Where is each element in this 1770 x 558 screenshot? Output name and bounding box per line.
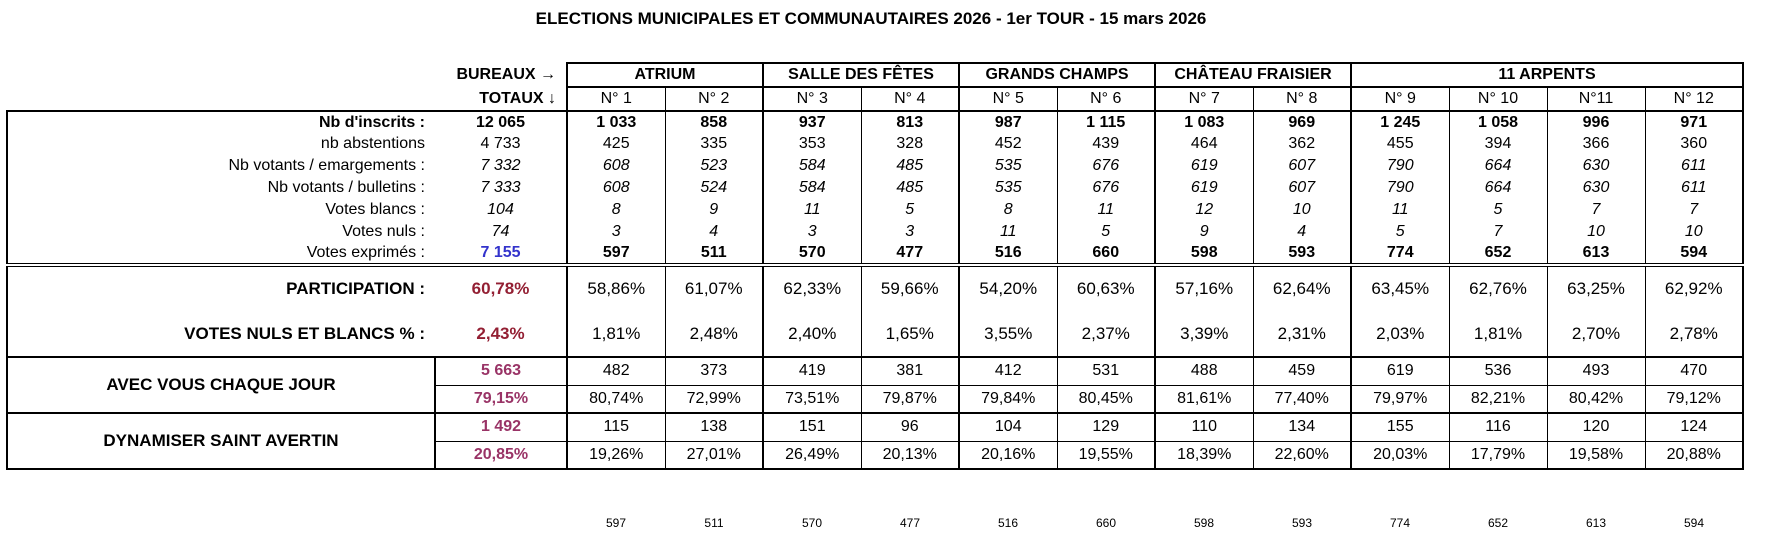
bureau-number-header: N° 4	[861, 87, 959, 111]
data-cell: 774	[1351, 243, 1449, 265]
data-cell: 664	[1449, 155, 1547, 177]
data-cell: 597	[567, 243, 665, 265]
bureaux-header-row	[7, 63, 1743, 87]
data-cell: 11	[1351, 199, 1449, 221]
data-cell: 3	[567, 221, 665, 243]
data-cell: 584	[763, 155, 861, 177]
data-cell: 360	[1645, 133, 1743, 155]
data-cell: 455	[1351, 133, 1449, 155]
data-cell: 11	[959, 221, 1057, 243]
stat-total: 60,78%	[471, 279, 530, 298]
data-row	[7, 111, 1743, 133]
stat-cell: 58,86%	[567, 265, 665, 311]
data-cell: 619	[1155, 155, 1253, 177]
row-total: 104	[487, 201, 514, 218]
data-row	[7, 155, 1743, 177]
stat-cell: 2,48%	[665, 311, 763, 357]
stat-row	[7, 311, 1743, 357]
candidate-votes-cell: 373	[665, 357, 763, 385]
candidate-pct-cell: 20,03%	[1351, 441, 1449, 469]
bureau-number-header: N° 12	[1645, 87, 1743, 111]
stat-cell: 60,63%	[1057, 265, 1155, 311]
data-cell: 676	[1057, 155, 1155, 177]
data-cell: 593	[1253, 243, 1351, 265]
stat-cell: 62,92%	[1645, 265, 1743, 311]
data-cell: 1 115	[1057, 111, 1155, 133]
candidate-pct-cell: 20,88%	[1645, 441, 1743, 469]
bureau-number-header: N° 5	[959, 87, 1057, 111]
data-cell: 485	[861, 155, 959, 177]
row-total: 74	[491, 223, 510, 240]
data-row	[7, 177, 1743, 199]
data-cell: 362	[1253, 133, 1351, 155]
row-label: Votes blancs :	[7, 199, 435, 221]
data-cell: 790	[1351, 177, 1449, 199]
data-cell: 394	[1449, 133, 1547, 155]
candidate-votes-cell: 115	[567, 413, 665, 441]
candidate-pct-cell: 19,58%	[1547, 441, 1645, 469]
candidate-votes-total: 1 492	[435, 413, 567, 441]
candidate-votes-cell: 482	[567, 357, 665, 385]
candidate-votes-row	[7, 357, 1743, 385]
data-cell: 8	[959, 199, 1057, 221]
candidate-votes-cell: 104	[959, 413, 1057, 441]
data-row	[7, 133, 1743, 155]
bureau-number-header: N° 3	[763, 87, 861, 111]
data-cell: 5	[1057, 221, 1155, 243]
data-cell: 439	[1057, 133, 1155, 155]
data-cell: 608	[567, 177, 665, 199]
stat-cell: 2,78%	[1645, 311, 1743, 357]
data-cell: 3	[861, 221, 959, 243]
candidate-pct-cell: 19,55%	[1057, 441, 1155, 469]
data-cell: 477	[861, 243, 959, 265]
data-cell: 611	[1645, 155, 1743, 177]
row-label: Nb d'inscrits :	[7, 111, 435, 133]
data-cell: 335	[665, 133, 763, 155]
data-cell: 7	[1645, 199, 1743, 221]
data-cell: 813	[861, 111, 959, 133]
data-cell: 790	[1351, 155, 1449, 177]
data-cell: 8	[567, 199, 665, 221]
data-cell: 676	[1057, 177, 1155, 199]
data-cell: 485	[861, 177, 959, 199]
data-cell: 598	[1155, 243, 1253, 265]
data-cell: 607	[1253, 155, 1351, 177]
row-total: 7 155	[435, 243, 567, 265]
bureau-number-header: N°11	[1547, 87, 1645, 111]
data-row	[7, 221, 1743, 243]
data-cell: 5	[861, 199, 959, 221]
results-table	[6, 62, 1744, 531]
data-cell: 524	[665, 177, 763, 199]
stat-cell: 3,39%	[1155, 311, 1253, 357]
row-total: 12 065	[435, 111, 567, 133]
data-cell: 11	[1057, 199, 1155, 221]
data-cell: 425	[567, 133, 665, 155]
footer-check-row	[7, 515, 1743, 531]
bureau-number-header: N° 7	[1155, 87, 1253, 111]
bureau-number-header: N° 10	[1449, 87, 1547, 111]
candidate-votes-cell: 120	[1547, 413, 1645, 441]
candidate-votes-cell: 619	[1351, 357, 1449, 385]
data-cell: 858	[665, 111, 763, 133]
data-cell: 608	[567, 155, 665, 177]
bureau-group-header: CHÂTEAU FRAISIER	[1155, 63, 1351, 87]
data-cell: 516	[959, 243, 1057, 265]
candidate-pct-cell: 80,42%	[1547, 385, 1645, 413]
footer-check-cell: 774	[1389, 516, 1411, 530]
data-cell: 366	[1547, 133, 1645, 155]
data-cell: 664	[1449, 177, 1547, 199]
row-label: Nb votants / bulletins :	[7, 177, 435, 199]
stat-cell: 63,25%	[1547, 265, 1645, 311]
candidate-pct-cell: 20,13%	[861, 441, 959, 469]
data-cell: 535	[959, 155, 1057, 177]
numbers-header-row	[7, 87, 1743, 111]
data-cell: 613	[1547, 243, 1645, 265]
candidate-pct-cell: 73,51%	[763, 385, 861, 413]
stat-cell: 2,70%	[1547, 311, 1645, 357]
bureau-group-header: ATRIUM	[567, 63, 763, 87]
bureau-number-header: N° 6	[1057, 87, 1155, 111]
data-cell: 11	[763, 199, 861, 221]
stat-cell: 59,66%	[861, 265, 959, 311]
stat-cell: 54,20%	[959, 265, 1057, 311]
candidate-votes-cell: 129	[1057, 413, 1155, 441]
candidate-votes-cell: 488	[1155, 357, 1253, 385]
data-cell: 328	[861, 133, 959, 155]
stat-row	[7, 265, 1743, 311]
data-cell: 611	[1645, 177, 1743, 199]
candidate-pct-cell: 79,97%	[1351, 385, 1449, 413]
data-cell: 630	[1547, 177, 1645, 199]
data-cell: 511	[665, 243, 763, 265]
row-label: Votes nuls :	[7, 221, 435, 243]
candidate-votes-cell: 96	[861, 413, 959, 441]
stat-total: 2,43%	[435, 311, 567, 357]
candidate-pct-cell: 20,16%	[959, 441, 1057, 469]
data-cell: 523	[665, 155, 763, 177]
candidate-pct-cell: 18,39%	[1155, 441, 1253, 469]
data-cell: 464	[1155, 133, 1253, 155]
data-cell: 607	[1253, 177, 1351, 199]
candidate-votes-cell: 493	[1547, 357, 1645, 385]
candidate-pct-cell: 79,87%	[861, 385, 959, 413]
stat-cell: 2,40%	[763, 311, 861, 357]
stat-cell: 62,64%	[1253, 265, 1351, 311]
footer-check-cell: 511	[704, 516, 724, 530]
candidate-pct-cell: 26,49%	[763, 441, 861, 469]
stat-cell: 2,31%	[1253, 311, 1351, 357]
table-header	[7, 63, 1743, 111]
stat-label: VOTES NULS ET BLANCS % :	[7, 311, 435, 357]
data-cell: 630	[1547, 155, 1645, 177]
data-cell: 9	[665, 199, 763, 221]
data-cell: 1 033	[567, 111, 665, 133]
candidate-votes-cell: 124	[1645, 413, 1743, 441]
footer-check-cell: 570	[801, 516, 823, 530]
data-cell: 7	[1547, 199, 1645, 221]
bureaux-label: BUREAUX →	[456, 66, 556, 83]
candidate-votes-total: 5 663	[435, 357, 567, 385]
bureau-number-header: N° 1	[567, 87, 665, 111]
footer-check-cell: 660	[1095, 516, 1117, 530]
footer-check-cell: 598	[1193, 516, 1215, 530]
spacer-cell	[7, 469, 1743, 515]
candidate-name: AVEC VOUS CHAQUE JOUR	[7, 357, 435, 413]
stat-cell: 61,07%	[665, 265, 763, 311]
candidate-pct-cell: 80,45%	[1057, 385, 1155, 413]
footer-check-cell: 652	[1487, 516, 1509, 530]
spacer-row	[7, 469, 1743, 515]
bureau-number-header: N° 8	[1253, 87, 1351, 111]
data-cell: 5	[1351, 221, 1449, 243]
totaux-label: TOTAUX ↓	[479, 89, 556, 107]
stat-cell: 2,03%	[1351, 311, 1449, 357]
data-cell: 4	[1253, 221, 1351, 243]
candidate-pct-cell: 81,61%	[1155, 385, 1253, 413]
candidate-pct-cell: 22,60%	[1253, 441, 1351, 469]
candidate-votes-row	[7, 413, 1743, 441]
candidate-pct-total: 20,85%	[435, 441, 567, 469]
data-cell: 5	[1449, 199, 1547, 221]
data-cell: 570	[763, 243, 861, 265]
data-cell: 353	[763, 133, 861, 155]
data-cell: 4	[665, 221, 763, 243]
candidate-votes-cell: 459	[1253, 357, 1351, 385]
candidate-pct-cell: 77,40%	[1253, 385, 1351, 413]
candidate-votes-cell: 531	[1057, 357, 1155, 385]
data-row	[7, 199, 1743, 221]
data-cell: 7	[1449, 221, 1547, 243]
footer-check-cell: 516	[997, 516, 1019, 530]
data-cell: 937	[763, 111, 861, 133]
data-cell: 9	[1155, 221, 1253, 243]
data-cell: 452	[959, 133, 1057, 155]
footer-check-cell: 613	[1585, 516, 1607, 530]
row-total: 7 333	[480, 179, 521, 196]
stat-cell: 1,81%	[567, 311, 665, 357]
footer-check-cell: 594	[1683, 516, 1705, 530]
data-cell: 969	[1253, 111, 1351, 133]
stat-cell: 2,37%	[1057, 311, 1155, 357]
candidate-pct-cell: 17,79%	[1449, 441, 1547, 469]
row-label: Nb votants / emargements :	[7, 155, 435, 177]
page-title: ELECTIONS MUNICIPALES ET COMMUNAUTAIRES 2026 - 1er TOUR - 15 mars 2026	[535, 9, 1207, 28]
data-cell: 1 245	[1351, 111, 1449, 133]
candidate-pct-cell: 72,99%	[665, 385, 763, 413]
row-label: Votes exprimés :	[7, 243, 435, 265]
candidate-name: DYNAMISER SAINT AVERTIN	[7, 413, 435, 469]
data-cell: 584	[763, 177, 861, 199]
candidate-pct-cell: 27,01%	[665, 441, 763, 469]
candidate-pct-cell: 82,21%	[1449, 385, 1547, 413]
candidate-votes-cell: 470	[1645, 357, 1743, 385]
candidate-votes-cell: 155	[1351, 413, 1449, 441]
data-cell: 535	[959, 177, 1057, 199]
data-cell: 10	[1547, 221, 1645, 243]
data-row	[7, 243, 1743, 265]
candidate-pct-cell: 19,26%	[567, 441, 665, 469]
stat-cell: 1,65%	[861, 311, 959, 357]
data-cell: 619	[1155, 177, 1253, 199]
candidate-votes-cell: 536	[1449, 357, 1547, 385]
candidate-votes-cell: 138	[665, 413, 763, 441]
row-total: 7 332	[480, 157, 521, 174]
row-total: 4 733	[480, 135, 521, 152]
stat-cell: 62,76%	[1449, 265, 1547, 311]
stat-label: PARTICIPATION :	[7, 265, 435, 311]
stat-cell: 1,81%	[1449, 311, 1547, 357]
candidate-pct-cell: 79,12%	[1645, 385, 1743, 413]
data-cell: 10	[1253, 199, 1351, 221]
stat-cell: 62,33%	[763, 265, 861, 311]
stat-cell: 57,16%	[1155, 265, 1253, 311]
data-cell: 660	[1057, 243, 1155, 265]
candidate-pct-total: 79,15%	[435, 385, 567, 413]
data-cell: 996	[1547, 111, 1645, 133]
candidate-votes-cell: 134	[1253, 413, 1351, 441]
results-table-body	[7, 111, 1743, 531]
candidate-votes-cell: 381	[861, 357, 959, 385]
row-label: nb abstentions	[7, 133, 435, 155]
bureau-group-header: GRANDS CHAMPS	[959, 63, 1155, 87]
data-cell: 987	[959, 111, 1057, 133]
candidate-votes-cell: 419	[763, 357, 861, 385]
candidate-votes-cell: 116	[1449, 413, 1547, 441]
stat-cell: 63,45%	[1351, 265, 1449, 311]
data-cell: 594	[1645, 243, 1743, 265]
candidate-votes-cell: 110	[1155, 413, 1253, 441]
data-cell: 10	[1645, 221, 1743, 243]
footer-spacer	[7, 515, 567, 531]
data-cell: 1 058	[1449, 111, 1547, 133]
data-cell: 971	[1645, 111, 1743, 133]
footer-check-cell: 597	[605, 516, 627, 530]
data-cell: 12	[1155, 199, 1253, 221]
bureau-group-header: 11 ARPENTS	[1351, 63, 1743, 87]
footer-check-cell: 477	[899, 516, 921, 530]
stat-cell: 3,55%	[959, 311, 1057, 357]
bureau-number-header: N° 2	[665, 87, 763, 111]
data-cell: 1 083	[1155, 111, 1253, 133]
candidate-pct-cell: 79,84%	[959, 385, 1057, 413]
candidate-pct-cell: 80,74%	[567, 385, 665, 413]
data-cell: 3	[763, 221, 861, 243]
candidate-votes-cell: 412	[959, 357, 1057, 385]
bureau-group-header: SALLE DES FÊTES	[763, 63, 959, 87]
candidate-votes-cell: 151	[763, 413, 861, 441]
bureau-number-header: N° 9	[1351, 87, 1449, 111]
footer-check-cell: 593	[1291, 516, 1313, 530]
data-cell: 652	[1449, 243, 1547, 265]
